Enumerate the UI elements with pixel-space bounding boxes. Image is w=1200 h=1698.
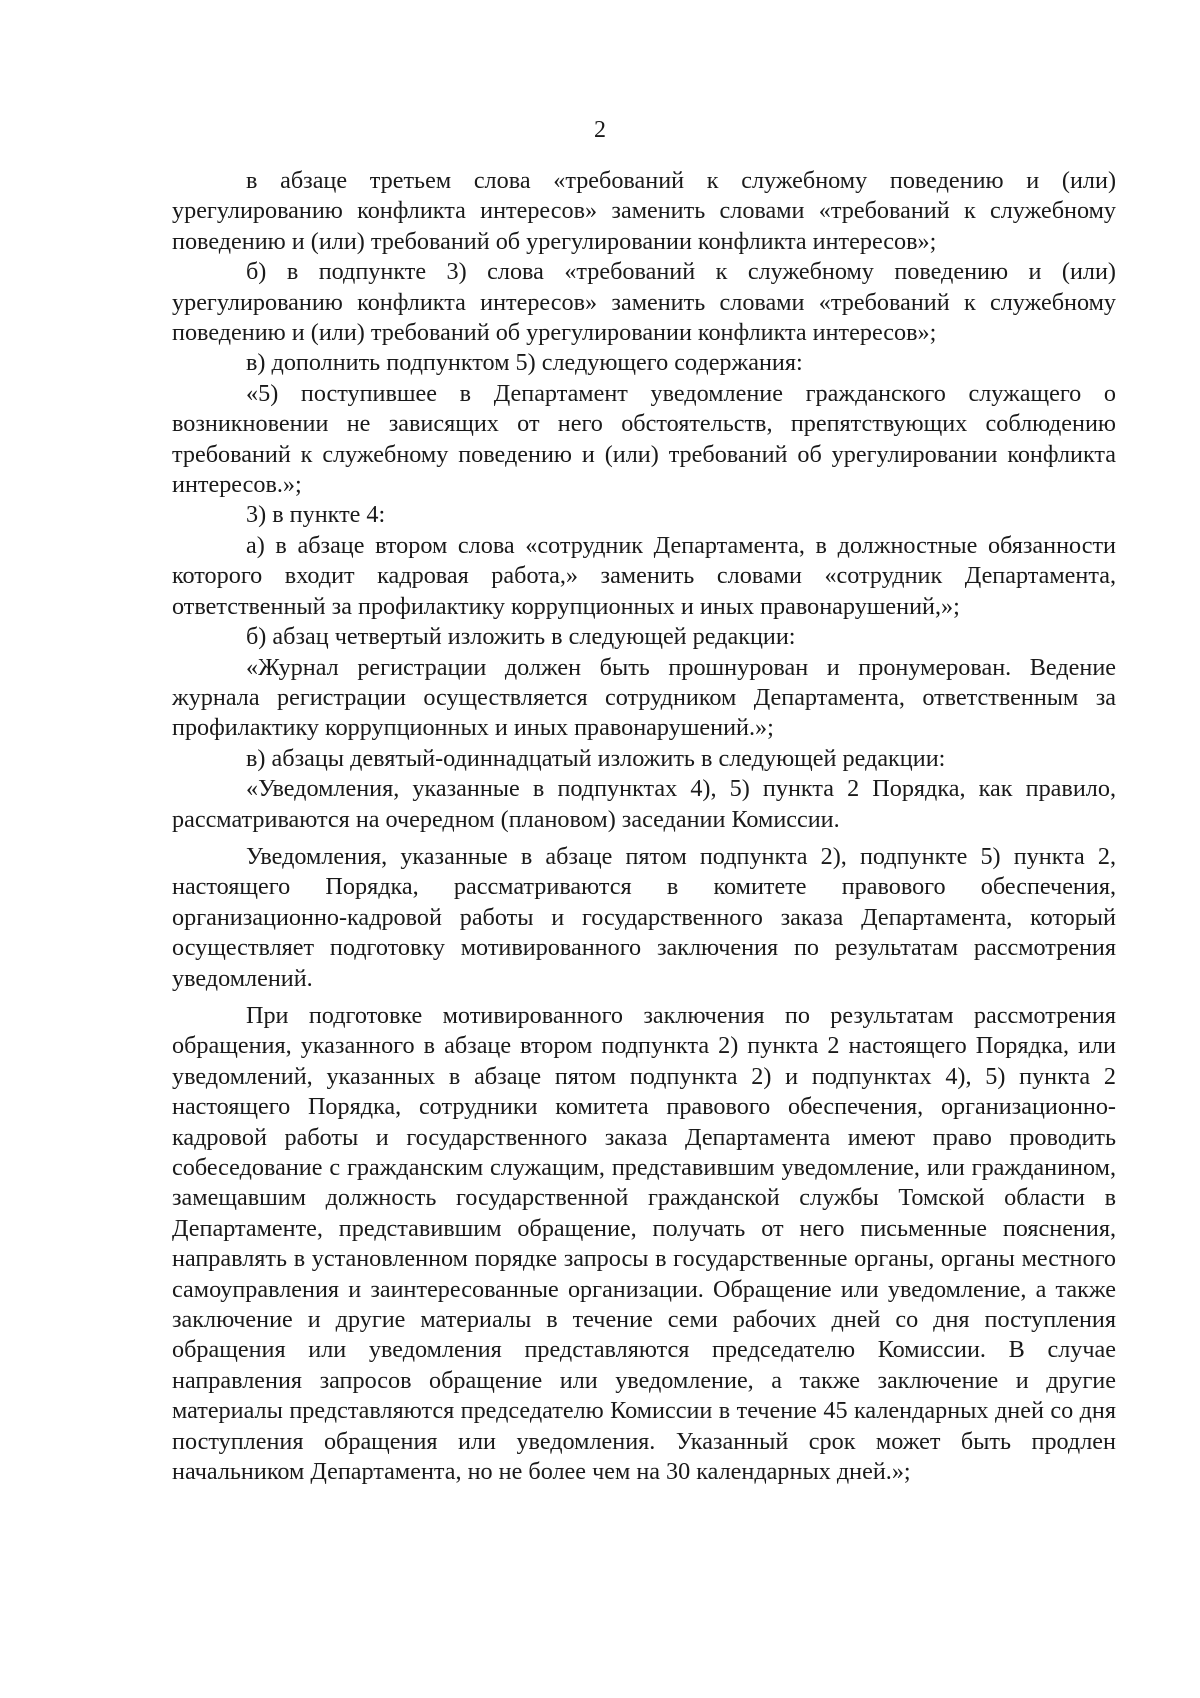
paragraph-5: 3) в пункте 4: [246, 501, 386, 529]
paragraph-12: При подготовке мотивированного заключения по результатам рассмотрения обращения, указанного в абзаце втором подпункта 2) пункта 2 настоящего Порядка, или уведомлений, указанных в абзаце пятом подпункта 2) и подпунктах 4), 5) пункта 2 настоящего Порядка, сотрудники комитета правового обеспечения, организационно-кадровой работы и государственного заказа Департамента имеют право проводить собеседование с гражданским служащим, представившим уведомление, или гражданином, замещавшим должность государственной гражданской службы Томской области в Департаменте, представившим обращение, получать от него письменные пояснения, направлять в установленном порядке запросы в государственные органы, органы местного самоуправления и заинтересованные организации. Обращение или уведомление, а также заключение и другие материалы в течение семи рабочих дней со дня поступления обращения или уведомления представляются председателю Комиссии. В случае направления запросов обращение или уведомление, а также заключение и другие материалы представляются председателю Комиссии в течение 45 календарных дней со дня поступления обращения или уведомления. Указанный срок может быть продлен начальником Департамента, но не более чем на 30 календарных дней.»; [172, 1001, 1116, 1486]
paragraph-4: «5) поступившее в Департамент уведомление гражданского служащего о возникновении не зависящих от него обстоятельств, препятствующих соблюдению требований к служебному поведению и (или) требований об урегулировании конфликта интересов.»; [172, 379, 1116, 499]
paragraph-10: «Уведомления, указанные в подпунктах 4), 5) пункта 2 Порядка, как правило, рассматриваются на очередном (плановом) заседании Комиссии. [172, 775, 1116, 833]
paragraph-7: б) абзац четвертый изложить в следующей редакции: [246, 623, 796, 651]
paragraph-8: «Журнал регистрации должен быть прошнурован и пронумерован. Ведение журнала регистрации осуществляется сотрудником Департамента, ответственным за профилактику коррупционных и иных правонарушений.»; [172, 653, 1116, 742]
paragraph-2: б) в подпункте 3) слова «требований к служебному поведению и (или) урегулированию конфликта интересов» заменить словами «требований к служебному поведению и (или) требований об урегулировании конфликта интересов»; [172, 258, 1116, 347]
paragraph-11: Уведомления, указанные в абзаце пятом подпункта 2), подпункте 5) пункта 2, настоящего Порядка, рассматриваются в комитете правового обеспечения, организационно-кадровой работы и государственного заказа Департамента, который осуществляет подготовку мотивированного заключения по результатам рассмотрения уведомлений. [172, 842, 1116, 992]
paragraph-1: в абзаце третьем слова «требований к служебному поведению и (или) урегулированию конфликта интересов» заменить словами «требований к служебному поведению и (или) требований об урегулировании конфликта интересов»; [172, 167, 1116, 255]
paragraph-9: в) абзацы девятый-одиннадцатый изложить в следующей редакции: [246, 744, 946, 772]
paragraph-6: а) в абзаце втором слова «сотрудник Департамента, в должностные обязанности которого входит кадровая работа,» заменить словами «сотрудник Департамента, ответственный за профилактику коррупционных и иных правонарушений,»; [172, 531, 1116, 620]
page-number: 2 [594, 117, 606, 143]
document-body [172, 166, 1116, 1487]
paragraph-3: в) дополнить подпунктом 5) следующего содержания: [246, 349, 803, 377]
